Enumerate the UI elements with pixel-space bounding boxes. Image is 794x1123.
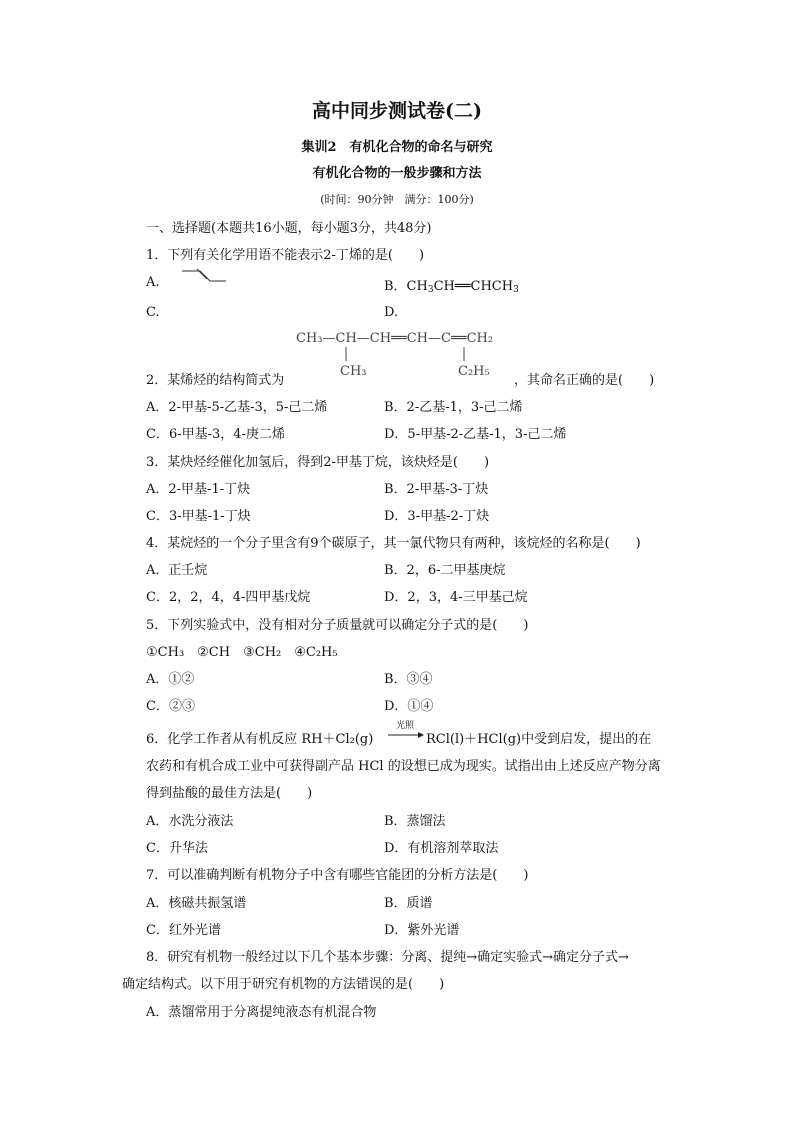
q5-option-d: D．①④ [384, 699, 434, 714]
q6-line1-b: RCl(l)＋HCl(g)中受到启发，提出的在 [426, 732, 652, 747]
q7-option-c: C．红外光谱 [146, 923, 221, 938]
q7-option-d: D．紫外光谱 [384, 923, 460, 938]
section-heading: 一、选择题(本题共16小题，每小题3分，共48分) [146, 221, 432, 236]
q5-stem: 5．下列实验式中，没有相对分子质量就可以确定分子式的是( ) [146, 618, 529, 633]
q3-option-b: B．2-甲基-3-丁炔 [384, 482, 489, 497]
q5-items: ①CH₃ ②CH ③CH₂ ④C₂H₅ [146, 645, 338, 660]
q7-option-b: B．质谱 [384, 896, 433, 911]
q6-reaction-arrow-icon [388, 730, 424, 740]
q6-line2: 农药和有机合成工业中可获得副产品 HCl 的设想已成为现实。试指出由上述反应产物分离 [146, 759, 661, 774]
q2-formula-sub2: C₂H₅ [458, 364, 490, 379]
q6-option-b: B．蒸馏法 [384, 814, 446, 829]
q2-formula-sub1: CH₃ [340, 364, 367, 379]
q6-option-c: C．升华法 [146, 841, 208, 856]
q4-option-c: C．2，2，4，4-四甲基戊烷 [146, 590, 311, 605]
q4-option-a: A．正壬烷 [146, 563, 208, 578]
q1-option-c: C. [146, 305, 160, 320]
q3-stem: 3．某炔烃经催化加氢后，得到2-甲基丁烷，该炔烃是( ) [146, 455, 490, 470]
q2-option-b: B．2-乙基-1，3-己二烯 [384, 400, 523, 415]
q8-line2: 确定结构式。以下用于研究有机物的方法错误的是( ) [122, 977, 445, 992]
page-title: 高中同步测试卷(二) [312, 100, 482, 122]
q2-formula-bonds [340, 347, 470, 363]
q1-option-a: A. [146, 275, 160, 290]
q7-stem: 7．可以准确判断有机物分子中含有哪些官能团的分析方法是( ) [146, 868, 529, 883]
q6-option-d: D．有机溶剂萃取法 [384, 841, 499, 856]
q2-option-c: C．6-甲基-3，4-庚二烯 [146, 427, 285, 442]
q2-stem: 2．某烯烃的结构简式为 [146, 373, 285, 388]
q5-option-c: C．②③ [146, 699, 195, 714]
q5-option-a: A．①② [146, 672, 195, 687]
subtitle-1: 集训2 有机化合物的命名与研究 [301, 140, 493, 155]
q4-option-b: B．2，6-二甲基庚烷 [384, 563, 506, 578]
q8-line1: 8．研究有机物一般经过以下几个基本步骤：分离、提纯→确定实验式→确定分子式→ [146, 950, 629, 965]
q2-formula-main: CH₃—CH—CH══CH—C══CH₂ [296, 331, 494, 346]
q1-skeletal-formula [182, 267, 228, 287]
q8-option-a: A．蒸馏常用于分离提纯液态有机混合物 [146, 1005, 377, 1020]
q5-option-b: B．③④ [384, 672, 433, 687]
q7-option-a: A．核磁共振氢谱 [146, 896, 247, 911]
subtitle-2: 有机化合物的一般步骤和方法 [312, 166, 482, 181]
q6-arrow-label: 光照 [396, 721, 415, 731]
q6-option-a: A．水洗分液法 [146, 814, 234, 829]
q2-option-a: A．2-甲基-5-乙基-3，5-己二烯 [146, 400, 328, 415]
q1-option-b: B．$CH_3CH══CHCH_3$ [384, 279, 519, 295]
q1-option-d: D. [384, 305, 399, 320]
q3-option-c: C．3-甲基-1-丁炔 [146, 509, 251, 524]
exam-meta: (时间：90分钟 满分：100分) [320, 193, 474, 206]
q1-stem: 1．下列有关化学用语不能表示2-丁烯的是( ) [146, 248, 425, 263]
q4-option-d: D．2，3，4-三甲基己烷 [384, 590, 528, 605]
q3-option-d: D．3-甲基-2-丁炔 [384, 509, 490, 524]
q6-line1-a: 6．化学工作者从有机反应 RH＋Cl₂(g) [146, 732, 374, 747]
q6-line3: 得到盐酸的最佳方法是( ) [146, 786, 313, 801]
q3-option-a: A．2-甲基-1-丁炔 [146, 482, 251, 497]
q2-stem-tail: ，其命名正确的是( ) [514, 373, 655, 388]
q4-stem: 4．某烷烃的一个分子里含有9个碳原子，其一氯代物只有两种，该烷烃的名称是( ) [146, 536, 641, 551]
q2-option-d: D．5-甲基-2-乙基-1，3-己二烯 [384, 427, 567, 442]
